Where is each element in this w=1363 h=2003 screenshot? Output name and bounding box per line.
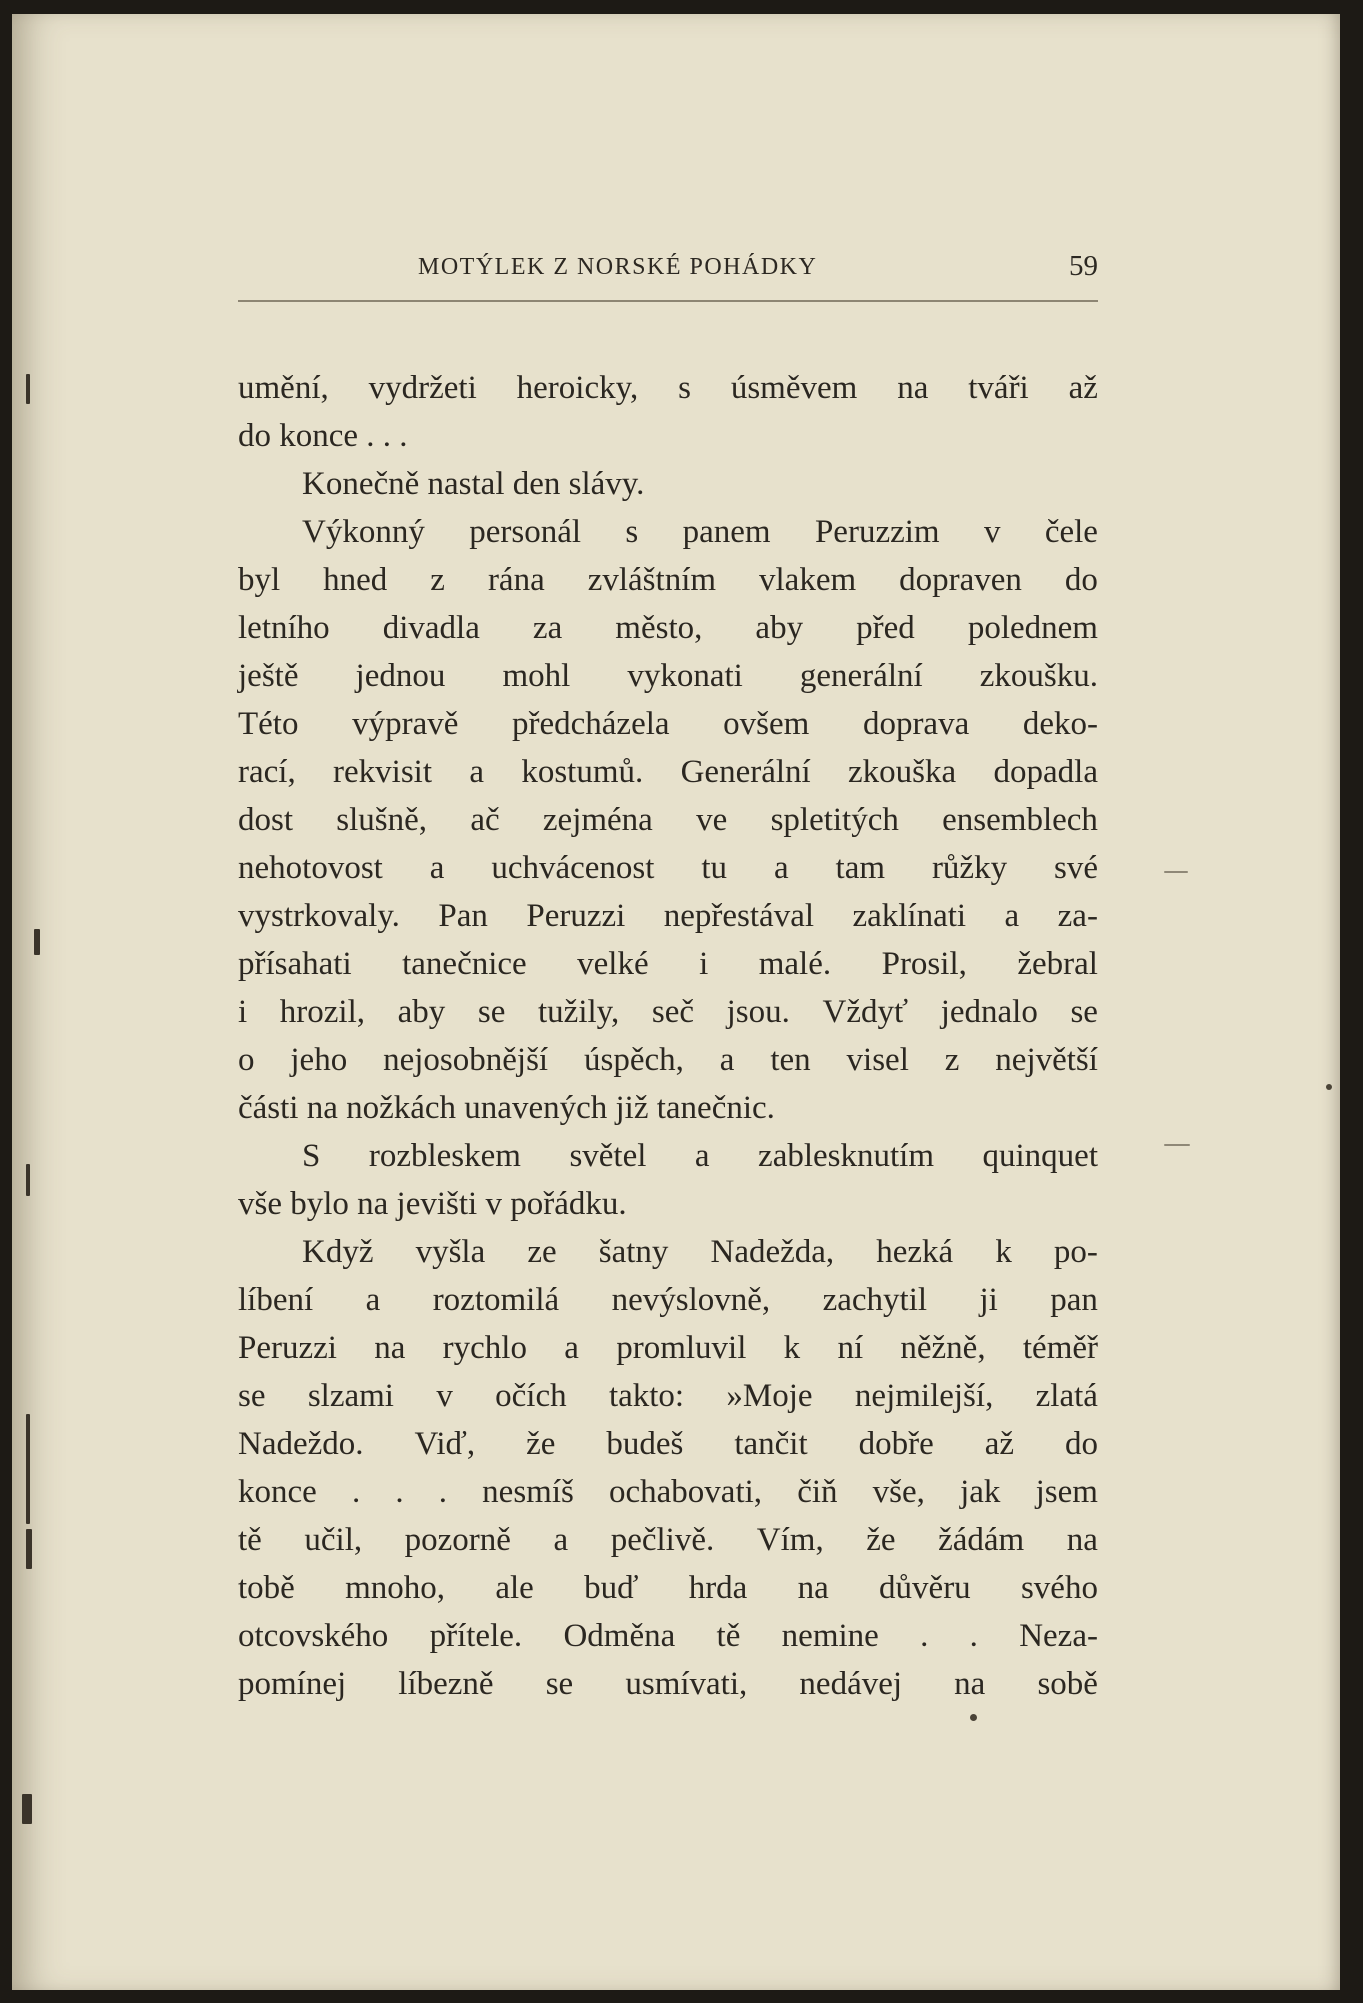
text-line [238,844,1098,892]
word: Vždyť [822,994,909,1030]
word: na [897,370,929,406]
word: slušně, [336,802,428,838]
word: před [856,610,915,646]
word: ochabovati, [609,1474,763,1510]
word: ve [696,802,728,838]
text-line [238,1612,1098,1660]
word: rozbleskem [368,1138,521,1174]
word: tam [835,850,886,886]
word: s [625,514,639,550]
word: vydržeti [368,370,477,406]
word: přítele. [429,1618,523,1654]
word: z [944,1042,960,1078]
word: panem [682,514,771,550]
word: mnoho, [345,1570,446,1606]
text-line [238,1372,1098,1420]
word: zlatá [1035,1378,1098,1414]
word: zejména [542,802,653,838]
word: jednou [355,658,446,694]
word: . [969,1618,978,1654]
text-line [238,796,1098,844]
word: jeho [290,1042,348,1078]
ink-speck [970,1714,977,1721]
word: po- [1053,1234,1098,1270]
word: až [984,1426,1014,1462]
word: s [678,370,691,406]
word: tužily, [538,994,620,1030]
word: k [995,1234,1012,1270]
word: Této [238,706,299,742]
word: ten [770,1042,811,1078]
word: promluvil [616,1330,747,1366]
word: v [983,514,1001,550]
text-line [238,1132,1098,1180]
word: usmívati, [625,1666,748,1702]
word: Vím, [756,1522,824,1558]
word: nedávej [799,1666,903,1702]
text-line [238,1324,1098,1372]
word: vlakem [759,562,857,598]
word: tváři [968,370,1029,406]
word: seč [651,994,695,1030]
word: i [238,994,248,1030]
running-title: MOTÝLEK Z NORSKÉ POHÁDKY [418,254,818,280]
text-line [238,604,1098,652]
word: nepřestával [663,898,815,934]
word: přísahati [238,946,352,982]
text-line [238,700,1098,748]
word: Peruzzim [814,514,940,550]
word: vystrkovaly. [238,898,400,934]
running-header [238,240,1098,302]
word: ze [527,1234,557,1270]
word: zablesknutím [758,1138,935,1174]
word: malé. [758,946,832,982]
word: z [430,562,445,598]
text-line: části na nožkách unavených již tanečnic. [238,1090,775,1126]
word: svého [1020,1570,1098,1606]
text-line [238,940,1098,988]
text-line [238,1660,1098,1708]
word: žebral [1017,946,1098,982]
word: ale [495,1570,534,1606]
word: S [302,1138,321,1174]
word: byl [238,562,281,598]
word: dobře [858,1426,934,1462]
word: rekvisit [333,754,433,790]
word: hrda [688,1570,748,1606]
word: až [1068,370,1098,406]
word: roztomilá [432,1282,560,1318]
word: konce [238,1474,317,1510]
word: čiň [797,1474,838,1510]
text-line [238,988,1098,1036]
word: Generální [680,754,811,790]
text-line: vše bylo na jevišti v pořádku. [238,1186,627,1222]
word: na [374,1330,406,1366]
word: vyšla [415,1234,486,1270]
word: . [395,1474,404,1510]
book-page [12,14,1340,1990]
word: o [238,1042,255,1078]
word: visel [846,1042,909,1078]
word: líbezně [398,1666,494,1702]
word: zvláštním [587,562,717,598]
word: aby [755,610,804,646]
text-line: Konečně nastal den slávy. [302,466,645,502]
word: aby [397,994,446,1030]
word: dopadla [993,754,1098,790]
word: město, [615,610,703,646]
word: pozorně [404,1522,511,1558]
word: něžně, [900,1330,986,1366]
text-line [238,652,1098,700]
word: spletitých [770,802,899,838]
word: hezká [876,1234,954,1270]
word: zkouška [848,754,957,790]
word: otcovského [238,1618,389,1654]
word: jednalo [940,994,1038,1030]
word: na [1066,1522,1098,1558]
word: se [545,1666,574,1702]
word: nejmilejší, [854,1378,994,1414]
word: a [719,1042,735,1078]
word: světel [569,1138,647,1174]
word: polednem [967,610,1098,646]
word: tančit [734,1426,808,1462]
word: ensemblech [942,802,1098,838]
word: rychlo [442,1330,527,1366]
word: tě [238,1522,262,1558]
word: vše, [872,1474,925,1510]
word: výpravě [352,706,459,742]
word: Prosil, [881,946,967,982]
word: rána [487,562,545,598]
word: a [469,754,484,790]
ink-speck [1164,1144,1190,1146]
word: líbení [238,1282,314,1318]
word: Výkonný [302,514,425,550]
word: doprava [862,706,970,742]
word: a [773,850,789,886]
word: budeš [606,1426,684,1462]
word: a [365,1282,381,1318]
word: deko- [1022,706,1098,742]
word: v [436,1378,453,1414]
word: na [954,1666,986,1702]
word: největší [995,1042,1098,1078]
word: dost [238,802,294,838]
word: Nadeždo. [238,1426,364,1462]
word: jak [960,1474,1001,1510]
text-line [238,556,1098,604]
word: že [526,1426,556,1462]
text-line [238,1420,1098,1468]
word: k [783,1330,801,1366]
text-line: do konce . . . [238,418,408,454]
word: buď [584,1570,639,1606]
word: jsem [1035,1474,1098,1510]
word: rací, [238,754,296,790]
word: své [1054,850,1098,886]
text-line [238,1468,1098,1516]
word: Viď, [414,1426,476,1462]
word: Pan [438,898,488,934]
word: se [238,1378,266,1414]
word: dopraven [899,562,1022,598]
text-line [238,1276,1098,1324]
word: úsměvem [730,370,858,406]
word: čele [1044,514,1098,550]
word: zaklínati [852,898,967,934]
word: jsou. [726,994,790,1030]
text-line [238,1516,1098,1564]
word: za [532,610,563,646]
word: hned [323,562,388,598]
word: se [1070,994,1098,1030]
word: mohl [502,658,571,694]
word: personál [469,514,582,550]
text-line [238,1228,1098,1276]
word: tanečnice [402,946,527,982]
text-line [238,748,1098,796]
word: očích [495,1378,567,1414]
word: ji [979,1282,998,1318]
word: heroicky, [516,370,639,406]
word: ještě [238,658,299,694]
word: slzami [307,1378,394,1414]
word: a [564,1330,579,1366]
word: uchvácenost [491,850,655,886]
word: zkoušku. [979,658,1098,694]
word: na [797,1570,829,1606]
word: sobě [1037,1666,1098,1702]
word: quinquet [982,1138,1098,1174]
word: velké [577,946,649,982]
word: ovšem [723,706,810,742]
word: pomínej [238,1666,347,1702]
word: a [429,850,445,886]
word: šatny [598,1234,669,1270]
word: předcházela [512,706,670,742]
word: generální [799,658,923,694]
word: růžky [931,850,1008,886]
word: . [438,1474,448,1510]
word: tě [716,1618,741,1654]
word: nevýslovně, [611,1282,771,1318]
word: ač [470,802,500,838]
word: a [694,1138,710,1174]
word: pečlivě. [610,1522,715,1558]
word: za- [1057,898,1098,934]
word: i [699,946,709,982]
word: úspěch, [583,1042,684,1078]
word: pan [1050,1282,1098,1318]
word: letního [238,610,330,646]
word: vykonati [627,658,743,694]
page-number: 59 [1069,250,1098,282]
text-line [238,892,1098,940]
word: nehotovost [238,850,383,886]
word: do [1064,1426,1098,1462]
word: že [866,1522,896,1558]
word: »Moje [726,1378,813,1414]
word: nemine [781,1618,879,1654]
word: Neza- [1019,1618,1098,1654]
word: Odměna [563,1618,676,1654]
word: takto: [608,1378,685,1414]
ink-speck [1326,1084,1332,1090]
word: a [553,1522,569,1558]
word: do [1064,562,1098,598]
word: divadla [382,610,480,646]
word: nesmíš [482,1474,574,1510]
word: Když [302,1234,374,1270]
text-line [238,1564,1098,1612]
word: hrozil, [279,994,366,1030]
word: . [351,1474,361,1510]
word: důvěru [879,1570,971,1606]
word: ní [837,1330,864,1366]
body-text [238,364,1098,1708]
word: tu [701,850,728,886]
text-line [238,1036,1098,1084]
word: nejosobnější [383,1042,549,1078]
word: se [477,994,506,1030]
word: umění, [238,370,329,406]
word: kostumů. [521,754,644,790]
word: Nadežda, [710,1234,835,1270]
word: Peruzzi [238,1330,337,1366]
ink-speck [1164,871,1188,873]
word: téměř [1022,1330,1098,1366]
word: a [1004,898,1020,934]
word: . [920,1618,929,1654]
word: tobě [238,1570,295,1606]
word: zachytil [822,1282,928,1318]
text-line [238,364,1098,412]
word: žádám [938,1522,1025,1558]
word: Peruzzi [526,898,626,934]
word: učil, [304,1522,363,1558]
text-line [238,508,1098,556]
